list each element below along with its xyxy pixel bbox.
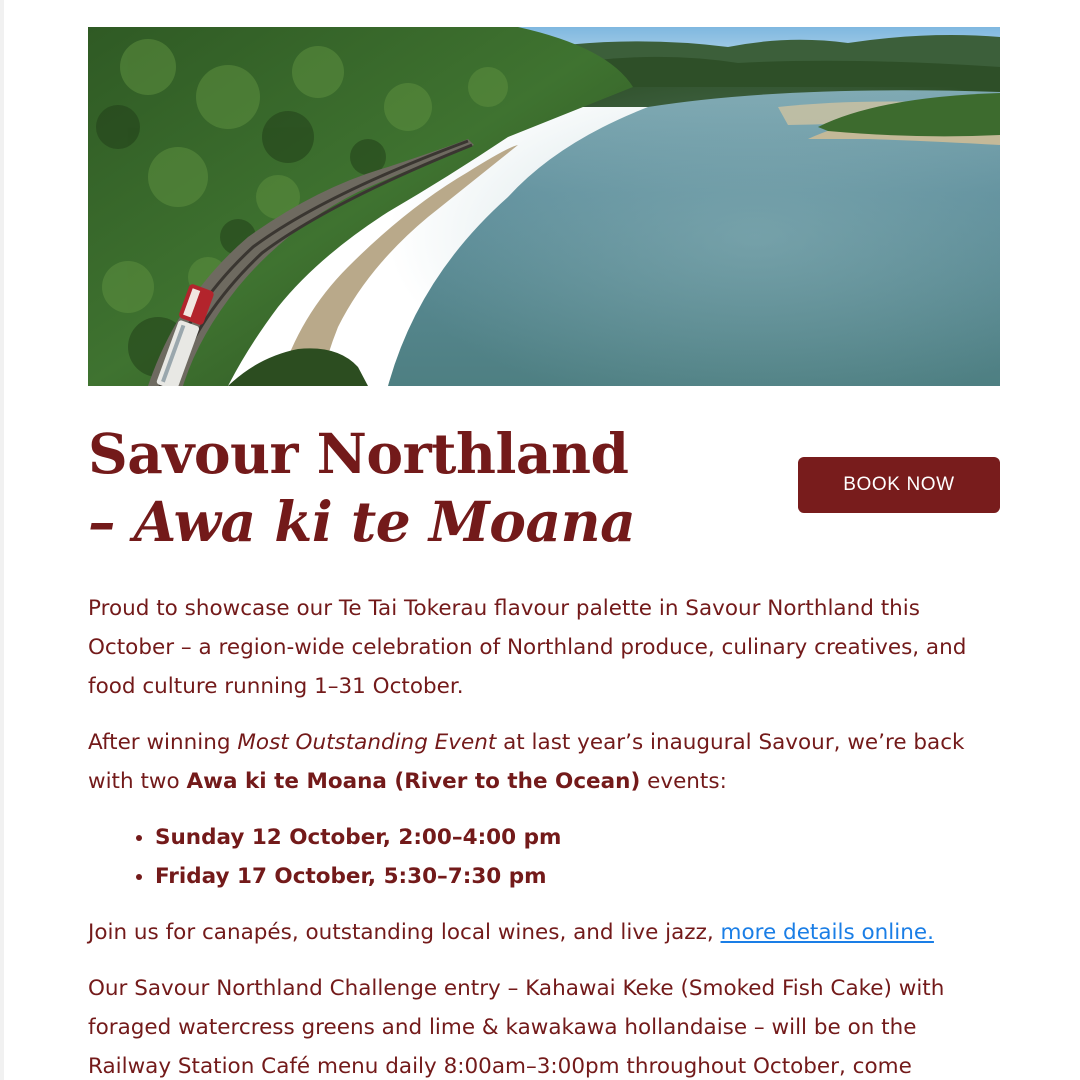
article-body — [88, 589, 1000, 1080]
more-details-link[interactable]: more details online. — [720, 920, 934, 945]
hero-photo-illustration — [88, 27, 1000, 386]
headline-subtitle: – Awa ki te Moana — [88, 489, 636, 554]
award-text-middle: at last year’s inaugural Savour, we’re back with two — [88, 730, 965, 794]
page-edge-rule — [0, 0, 4, 1080]
award-paragraph — [88, 723, 1000, 801]
intro-paragraph: Proud to showcase our Te Tai Tokerau flavour palette in Savour Northland this October – a region-wide celebration of Northland produce, culinary creatives, and food culture running 1–31 October. — [88, 596, 967, 699]
event-dates-list — [88, 818, 1000, 896]
challenge-paragraph: Our Savour Northland Challenge entry – Kahawai Keke (Smoked Fish Cake) with foraged watercress greens and lime & kawakawa hollandaise – will be on the Railway Station Café menu daily 8:00am–3:00pm throughout October, come — [88, 976, 945, 1079]
award-text-before: After winning — [88, 730, 238, 755]
award-text-after: events: — [640, 769, 727, 794]
book-now-button[interactable]: BOOK NOW — [798, 457, 1000, 513]
award-name: Most Outstanding Event — [237, 730, 497, 755]
join-text: Join us for canapés, outstanding local wines, and live jazz, — [88, 920, 721, 945]
hero-image — [88, 27, 1000, 386]
event-series-name: Awa ki te Moana (River to the Ocean) — [186, 769, 641, 794]
event-date-item: • Friday 17 October, 5:30–7:30 pm — [155, 857, 1000, 896]
join-paragraph — [88, 913, 1000, 952]
event-headline — [88, 420, 768, 556]
headline-title: Savour Northland — [88, 421, 629, 486]
event-date-item: • Sunday 12 October, 2:00–4:00 pm — [155, 818, 1000, 857]
